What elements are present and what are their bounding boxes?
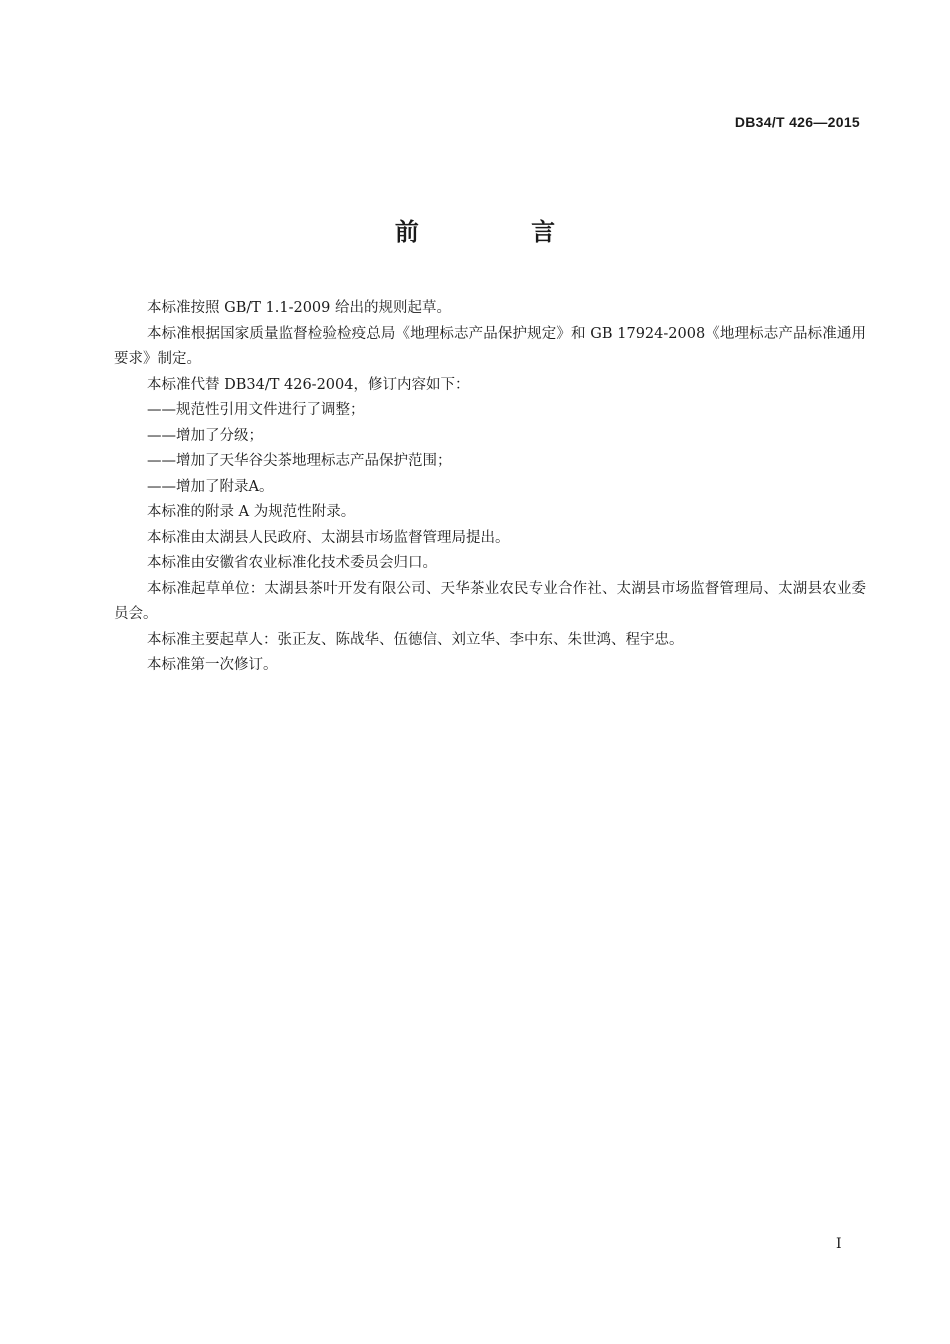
paragraph-basis: 本标准根据国家质量监督检验检疫总局《地理标志产品保护规定》和 GB 17924-2008《地理标志产品标准通用要求》制定。: [114, 325, 866, 367]
foreword-body: [114, 296, 866, 679]
list-item-references-adjusted: ——规范性引用文件进行了调整；: [147, 402, 365, 418]
paragraph-centralized-by: 本标准由安徽省农业标准化技术委员会归口。: [147, 555, 437, 571]
list-item-protection-scope-added: ——增加了天华谷尖茶地理标志产品保护范围；: [147, 453, 452, 469]
paragraph-appendix-normative: 本标准的附录 A 为规范性附录。: [147, 504, 356, 520]
page-number: I: [836, 1236, 842, 1252]
list-item-grading-added: ——增加了分级；: [147, 427, 263, 444]
paragraph-proposed-by: 本标准由太湖县人民政府、太湖县市场监督管理局提出。: [147, 529, 510, 546]
paragraph-drafters: 本标准主要起草人：张正友、陈战华、伍德信、刘立华、李中东、朱世鸿、程宇忠。: [147, 631, 684, 648]
paragraph-drafting-rules: 本标准按照 GB/T 1.1-2009 给出的规则起草。: [147, 300, 451, 316]
document-code: DB34/T 426—2015: [734, 114, 860, 130]
list-item-appendix-added: ——增加了附录A。: [147, 478, 274, 495]
paragraph-replaces: 本标准代替 DB34/T 426-2004，修订内容如下：: [147, 376, 470, 393]
paragraph-revision-note: 本标准第一次修订。: [147, 657, 278, 673]
page-title: 前 言: [394, 218, 608, 246]
paragraph-drafting-units: 本标准起草单位：太湖县茶叶开发有限公司、天华茶业农民专业合作社、太湖县市场监督管理局、太湖县农业委员会。: [114, 580, 866, 622]
